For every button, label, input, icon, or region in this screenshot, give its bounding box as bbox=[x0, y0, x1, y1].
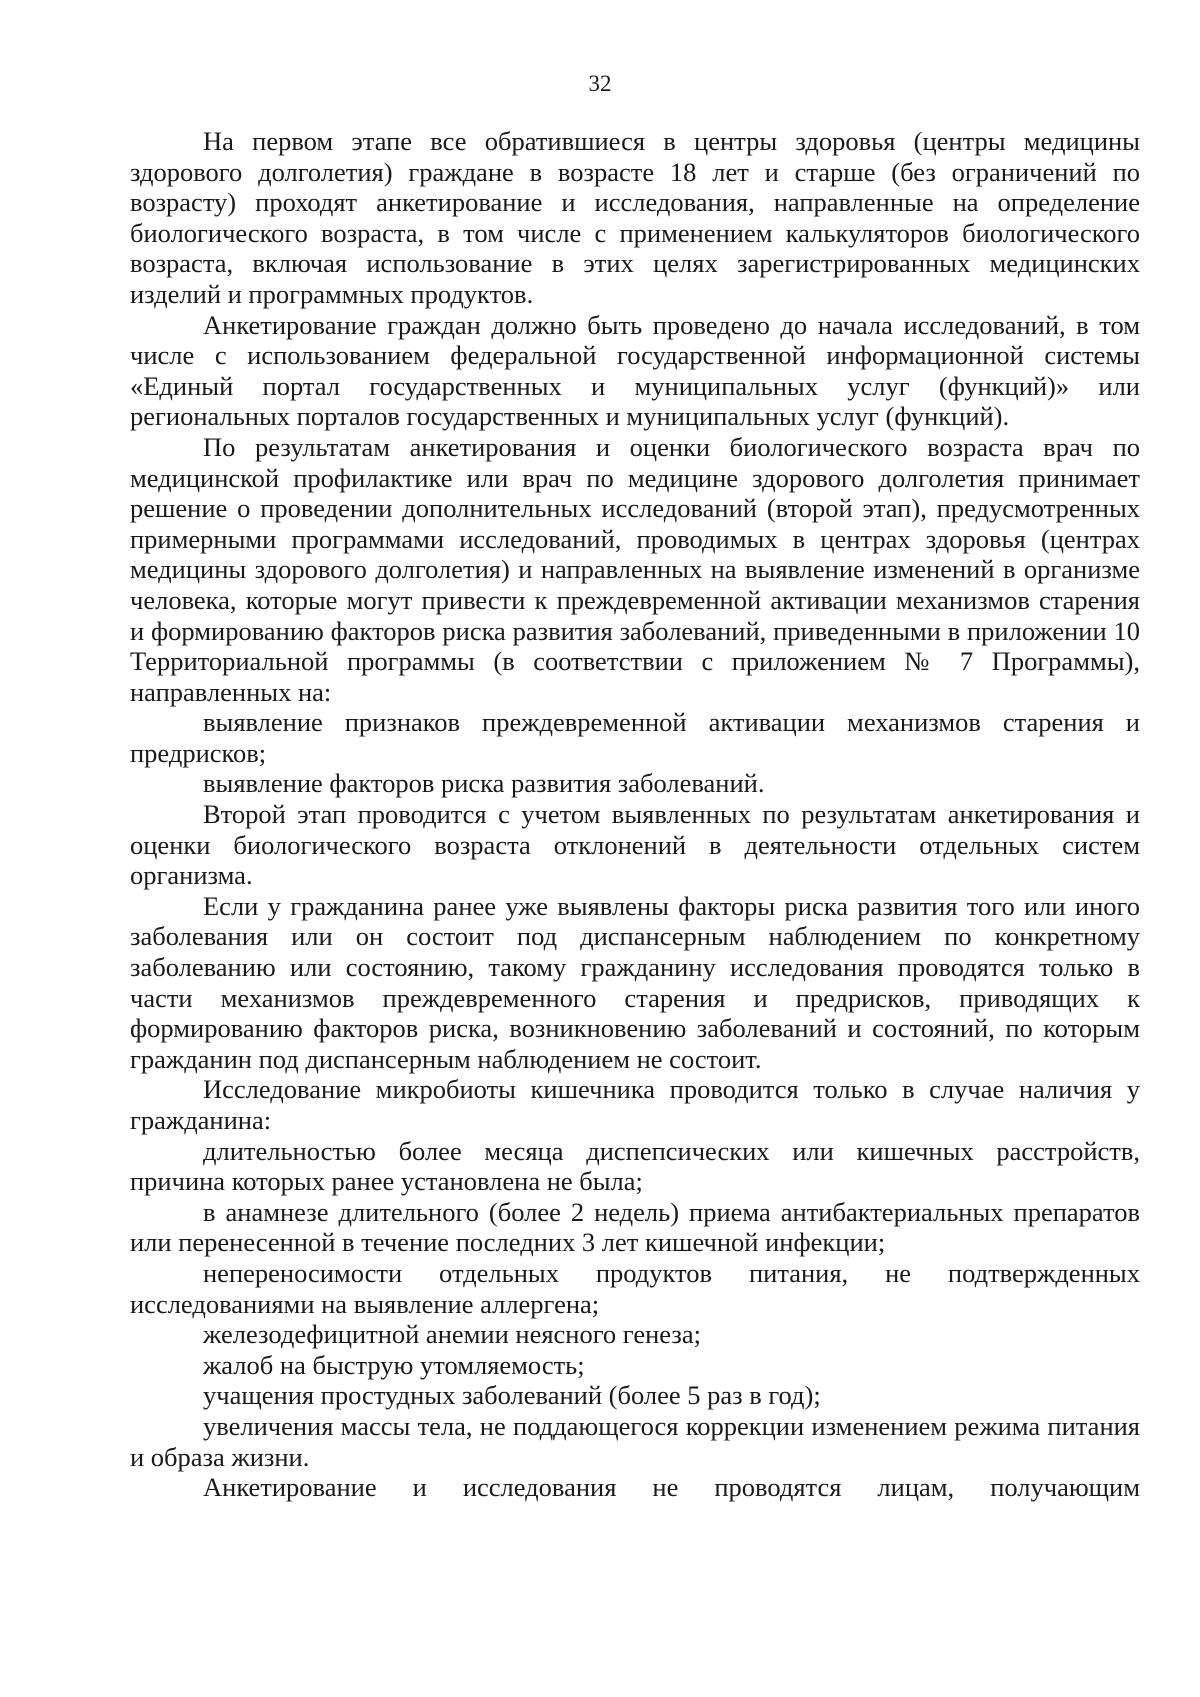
paragraph: Второй этап проводится с учетом выявленных по результатам анкетирования и оценки биологического возраста отклонений в деятельности отдельных систем организма. bbox=[130, 799, 1140, 891]
paragraph-last-line: Анкетирование и исследования не проводятся лицам, получающим bbox=[203, 1472, 1140, 1503]
paragraph: увеличения массы тела, не поддающегося коррекции изменением режима питания и образа жизни. bbox=[130, 1410, 1140, 1472]
paragraph: Анкетирование граждан должно быть проведено до начала исследований, в том числе с использованием федеральной государственной информационной системы «Единый портал государственных и муниципальных услуг (функций)» или региональных порталов государственных и муниципальных услуг (функций). bbox=[130, 309, 1140, 432]
paragraph: По результатам анкетирования и оценки биологического возраста врач по медицинской профилактике или врач по медицине здорового долголетия принимает решение о проведении дополнительных исследований (второй этап), предусмотренных примерными программами исследований, проводимых в центрах здоровья (центрах медицины здорового долголетия) и направленных на выявление изменений в организме человека, которые могут привести к преждевременной активации механизмов старения и формированию факторов риска развития заболеваний, приведенными в приложении 10 Территориальной программы (в соответствии с приложением № 7 Программы), направленных на: bbox=[130, 431, 1140, 707]
paragraph: длительностью более месяца диспепсических или кишечных расстройств, причина которых ранее установлена не была; bbox=[130, 1135, 1140, 1197]
paragraph: На первом этапе все обратившиеся в центры здоровья (центры медицины здорового долголетия) граждане в возрасте 18 лет и старше (без ограничений по возрасту) проходят анкетирование и исследования, направленные на определение биологического возраста, в том числе с применением калькуляторов биологического возраста, включая использование в этих целях зарегистрированных медицинских изделий и программных продуктов. bbox=[130, 126, 1140, 309]
document-body bbox=[130, 126, 1140, 1503]
paragraph: выявление факторов риска развития заболеваний. bbox=[203, 768, 765, 799]
paragraph: непереносимости отдельных продуктов питания, не подтвержденных исследованиями на выявление аллергена; bbox=[130, 1257, 1140, 1319]
paragraph: выявление признаков преждевременной активации механизмов старения и предрисков; bbox=[130, 707, 1140, 768]
paragraph: учащения простудных заболеваний (более 5 раз в год); bbox=[203, 1380, 821, 1411]
paragraph: в анамнезе длительного (более 2 недель) приема антибактериальных препаратов или перенесенной в течение последних 3 лет кишечной инфекции; bbox=[130, 1196, 1140, 1258]
paragraph: Исследование микробиоты кишечника проводится только в случае наличия у гражданина: bbox=[130, 1074, 1140, 1135]
page-number: 32 bbox=[588, 71, 612, 96]
paragraph: железодефицитной анемии неясного генеза; bbox=[203, 1319, 701, 1350]
paragraph: Если у гражданина ранее уже выявлены факторы риска развития того или иного заболевания или он состоит под диспансерным наблюдением по конкретному заболеванию или состоянию, такому гражданину исследования проводятся только в части механизмов преждевременного старения и предрисков, приводящих к формированию факторов риска, возникновению заболеваний и состояний, по которым гражданин под диспансерным наблюдением не состоит. bbox=[130, 890, 1140, 1074]
paragraph: жалоб на быструю утомляемость; bbox=[203, 1349, 585, 1380]
